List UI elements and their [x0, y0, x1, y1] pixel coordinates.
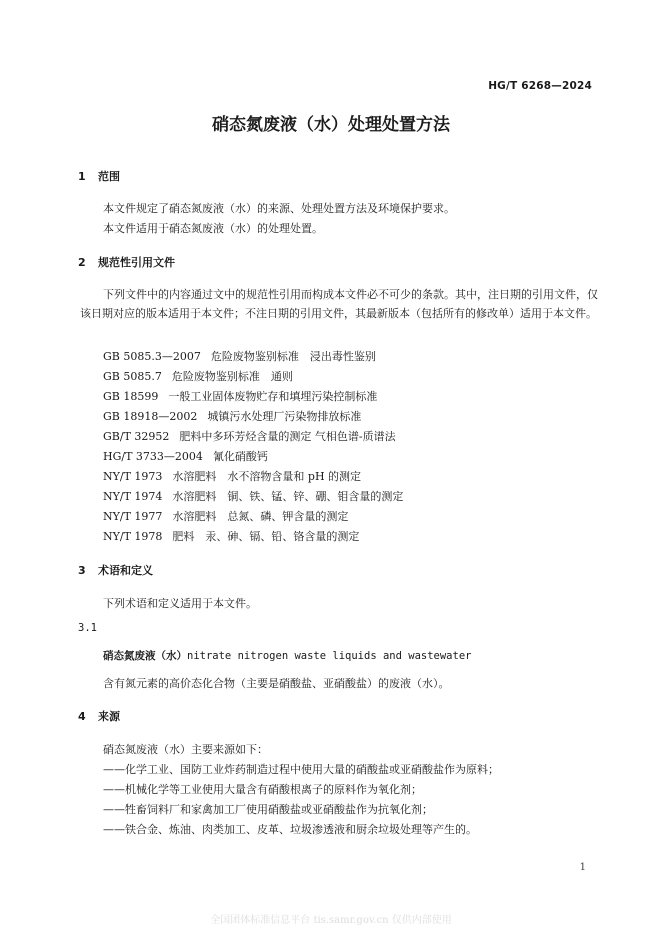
reference-code: NY/T 1974 — [103, 490, 163, 503]
section-number: 3 — [78, 564, 86, 577]
reference-code: GB 18599 — [103, 390, 159, 403]
reference-code: GB/T 32952 — [103, 430, 170, 443]
scope-paragraph: 本文件适用于硝态氮废液（水）的处理处置。 — [103, 222, 323, 235]
reference-item — [103, 368, 293, 384]
section-title: 术语和定义 — [98, 564, 153, 577]
section-number: 4 — [78, 710, 86, 723]
section-title: 来源 — [98, 710, 120, 723]
term-definition: 含有氮元素的高价态化合物（主要是硝酸盐、亚硝酸盐）的废液（水）。 — [103, 677, 450, 690]
reference-item — [103, 428, 396, 444]
source-list-item: ——牲畜饲料厂和家禽加工厂使用硝酸盐或亚硝酸盐作为抗氧化剂； — [103, 803, 433, 816]
reference-code: GB 18918—2002 — [103, 410, 198, 423]
section-title: 规范性引用文件 — [98, 256, 175, 269]
term-name-en: nitrate nitrogen waste liquids and wastewater — [187, 650, 472, 662]
page-number: 1 — [579, 862, 586, 873]
reference-code: NY/T 1978 — [103, 530, 163, 543]
section-3-heading — [78, 562, 153, 578]
reference-item — [103, 508, 348, 524]
source-list-item: ——机械化学等工业使用大量含有硝酸根离子的原料作为氧化剂； — [103, 783, 422, 796]
reference-title: 肥料 汞、砷、镉、铅、铬含量的测定 — [172, 530, 360, 543]
reference-title: 水溶肥料 总氮、磷、钾含量的测定 — [172, 510, 349, 523]
reference-code: GB 5085.7 — [103, 370, 162, 383]
footer-watermark: 全国团体标准信息平台 tis.samr.gov.cn 仅供内部使用 — [210, 915, 452, 926]
section-4-heading — [78, 708, 120, 724]
section-title: 范围 — [98, 170, 120, 183]
term-number: 3.1 — [78, 622, 97, 634]
document-title: 硝态氮废液（水）处理处置方法 — [212, 115, 450, 135]
reference-item — [103, 448, 268, 464]
reference-item — [103, 348, 376, 364]
reference-code: NY/T 1973 — [103, 470, 163, 483]
reference-item — [103, 468, 361, 484]
reference-title: 一般工业固体废物贮存和填埋污染控制标准 — [168, 390, 378, 403]
reference-item — [103, 388, 377, 404]
reference-title: 氰化硝酸钙 — [212, 450, 268, 463]
term-name-zh: 硝态氮废液（水） — [103, 650, 187, 662]
reference-code: HG/T 3733—2004 — [103, 450, 203, 463]
source-list-item: ——化学工业、国防工业炸药制造过程中使用大量的硝酸盐或亚硝酸盐作为原料； — [103, 763, 499, 776]
reference-item — [103, 528, 359, 544]
reference-item — [103, 408, 361, 424]
section-number: 1 — [78, 170, 86, 183]
reference-title: 危险废物鉴别标准 浸出毒性鉴别 — [210, 350, 376, 363]
section-1-heading — [78, 168, 120, 184]
sources-intro: 硝态氮废液（水）主要来源如下： — [103, 743, 268, 756]
reference-title: 城镇污水处理厂污染物排放标准 — [207, 410, 362, 423]
section-number: 2 — [78, 256, 86, 269]
source-list-item: ——铁合金、炼油、肉类加工、皮革、垃圾渗透液和厨余垃圾处理等产生的。 — [103, 823, 477, 836]
reference-title: 危险废物鉴别标准 通则 — [171, 370, 293, 383]
reference-title: 水溶肥料 水不溶物含量和 pH 的测定 — [172, 470, 362, 483]
terms-intro: 下列术语和定义适用于本文件。 — [103, 597, 257, 610]
reference-code: GB 5085.3—2007 — [103, 350, 201, 363]
term-name — [103, 648, 471, 663]
scope-paragraph: 本文件规定了硝态氮废液（水）的来源、处理处置方法及环境保护要求。 — [103, 202, 455, 215]
reference-title: 肥料中多环芳烃含量的测定 气相色谱-质谱法 — [179, 430, 396, 443]
standard-code: HG/T 6268—2024 — [488, 80, 592, 92]
section-2-heading — [78, 254, 175, 270]
reference-title: 水溶肥料 铜、铁、锰、锌、硼、钼含量的测定 — [172, 490, 404, 503]
reference-code: NY/T 1977 — [103, 510, 163, 523]
normative-references-intro: 下列文件中的内容通过文中的规范性引用而构成本文件必不可少的条款。其中，注日期的引用文件，仅该日期对应的版本适用于本文件；不注日期的引用文件，其最新版本（包括所有的修改单）适用于本文件。 — [80, 288, 598, 320]
reference-item — [103, 488, 403, 504]
